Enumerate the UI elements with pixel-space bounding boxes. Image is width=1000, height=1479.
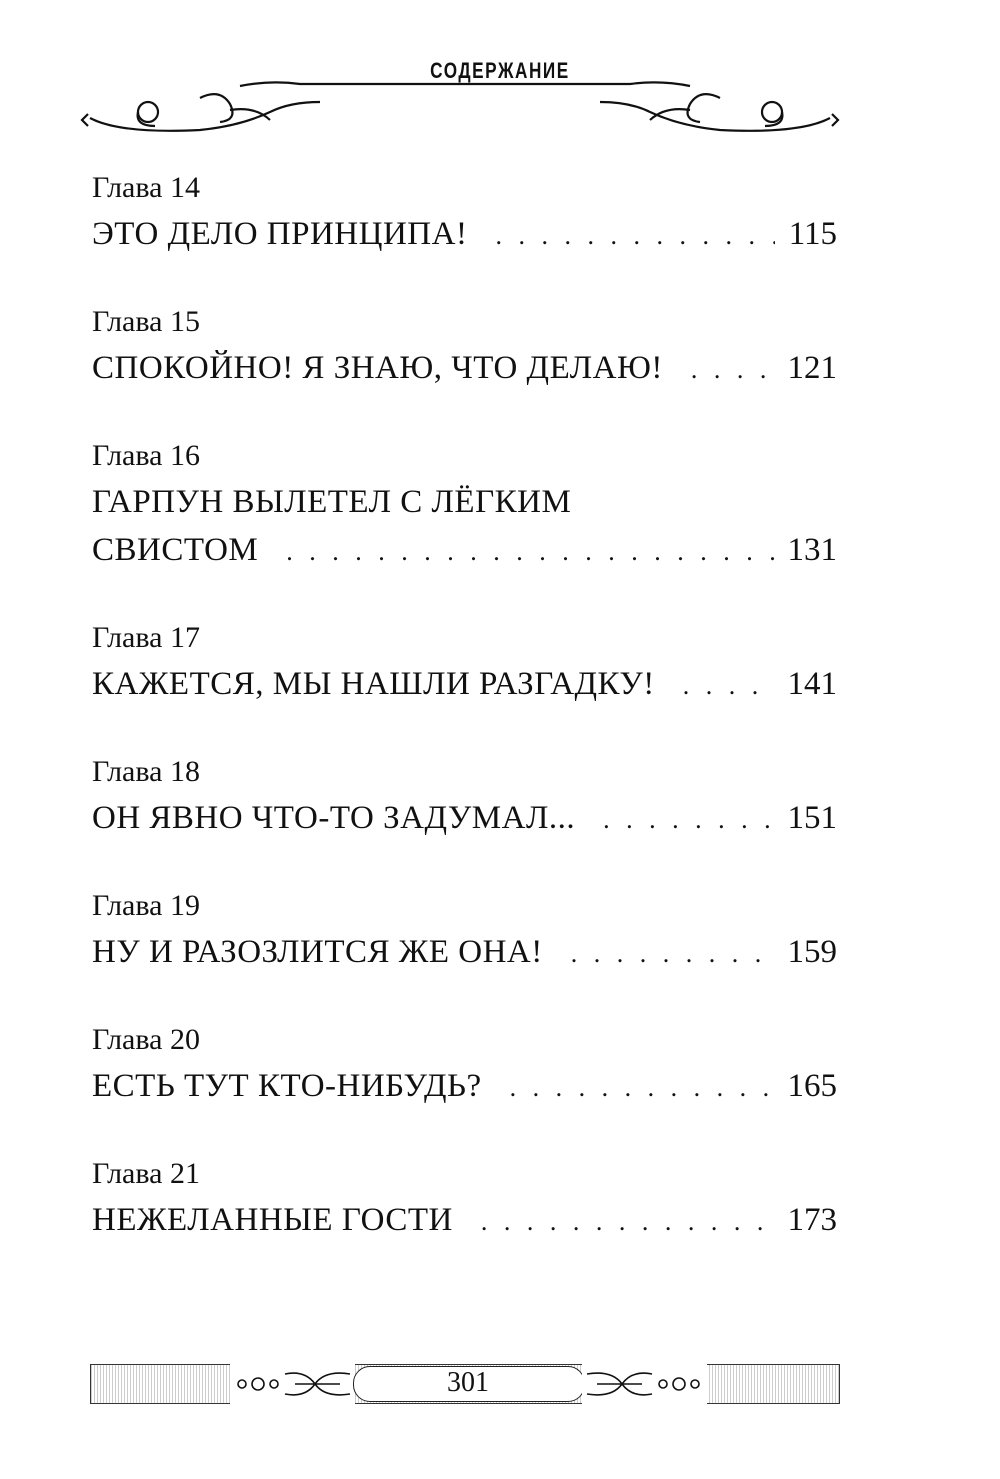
toc-entry[interactable] <box>92 884 837 976</box>
dot-leader <box>286 528 773 576</box>
chapter-title: ЕСТЬ ТУТ КТО-НИБУДЬ? <box>92 1068 482 1104</box>
page-ref: 131 <box>787 532 837 568</box>
toc-entry[interactable] <box>92 434 837 574</box>
chapter-title: ГАРПУН ВЫЛЕТЕЛ С ЛЁГКИМ <box>92 484 572 520</box>
dot-leader <box>510 1064 774 1112</box>
chapter-title: ОН ЯВНО ЧТО-ТО ЗАДУМАЛ... <box>92 800 576 836</box>
page-number: 301 <box>447 1367 489 1398</box>
toc-entry[interactable] <box>92 1018 837 1110</box>
page-ref: 121 <box>787 350 837 386</box>
dot-leader <box>691 346 774 394</box>
page-title: СОДЕРЖАНИЕ <box>430 58 570 83</box>
dot-leader <box>495 212 774 260</box>
page-ref: 173 <box>787 1202 837 1238</box>
chapter-label: Глава 15 <box>92 305 200 338</box>
page-ref: 115 <box>788 216 837 252</box>
dot-leader <box>603 796 773 844</box>
chapter-title: НУ И РАЗОЗЛИТСЯ ЖЕ ОНА! <box>92 934 543 970</box>
chapter-title: СПОКОЙНО! Я ЗНАЮ, ЧТО ДЕЛАЮ! <box>92 350 663 386</box>
chapter-title: ЭТО ДЕЛО ПРИНЦИПА! <box>92 216 468 252</box>
chapter-title: КАЖЕТСЯ, МЫ НАШЛИ РАЗГАДКУ! <box>92 666 655 702</box>
page-ref: 141 <box>787 666 837 702</box>
chapter-title: НЕЖЕЛАННЫЕ ГОСТИ <box>92 1202 453 1238</box>
page-ref: 159 <box>787 934 837 970</box>
toc-entry[interactable] <box>92 300 837 392</box>
dot-leader <box>481 1198 774 1246</box>
toc-entry[interactable] <box>92 750 837 842</box>
dot-leader <box>683 662 774 710</box>
toc-entry[interactable] <box>92 1152 837 1244</box>
footer-right-ornament-icon <box>582 1364 707 1404</box>
table-of-contents <box>92 166 837 1286</box>
header-ornament-icon <box>80 68 840 148</box>
toc-entry[interactable] <box>92 616 837 708</box>
chapter-label: Глава 21 <box>92 1157 200 1190</box>
chapter-label: Глава 19 <box>92 889 200 922</box>
chapter-label: Глава 16 <box>92 439 200 472</box>
page-footer <box>90 1364 840 1404</box>
dot-leader <box>571 930 774 978</box>
page-ref: 151 <box>787 800 837 836</box>
chapter-label: Глава 17 <box>92 621 200 654</box>
footer-left-ornament-icon <box>230 1364 355 1404</box>
toc-entry[interactable] <box>92 166 837 258</box>
chapter-label: Глава 20 <box>92 1023 200 1056</box>
page-ref: 165 <box>787 1068 837 1104</box>
chapter-title-cont: СВИСТОМ <box>92 532 259 568</box>
chapter-label: Глава 18 <box>92 755 200 788</box>
chapter-label: Глава 14 <box>92 171 200 204</box>
